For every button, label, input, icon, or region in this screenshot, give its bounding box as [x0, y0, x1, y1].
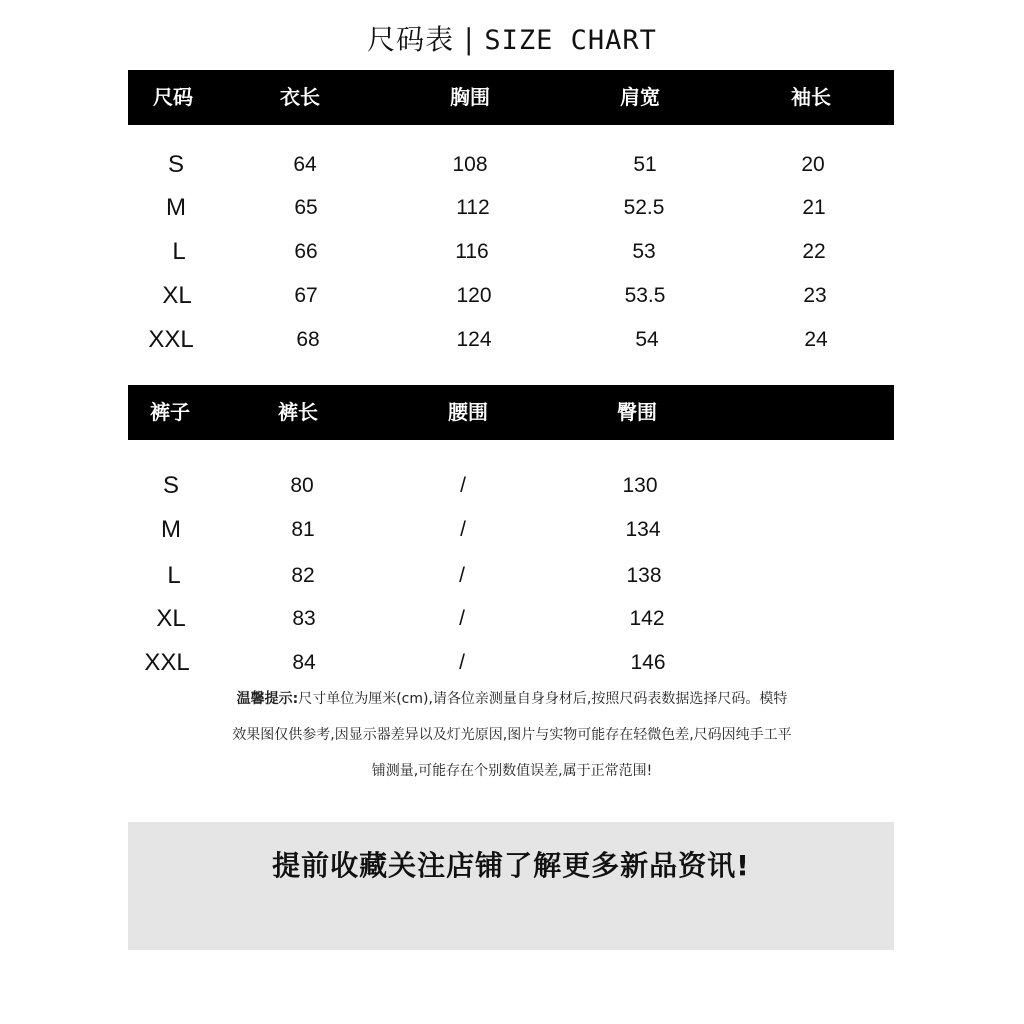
title-separator: | [464, 23, 475, 56]
table-cell: 80 [290, 474, 314, 497]
top-header-shoulder: 肩宽 [620, 85, 660, 109]
table-cell: 22 [802, 240, 826, 263]
top-table-header [128, 70, 894, 125]
table-cell: 83 [292, 607, 316, 630]
table-cell: XXL [144, 649, 190, 676]
table-cell: / [460, 518, 466, 541]
banner-text: 提前收藏关注店铺了解更多新品资讯! [272, 849, 750, 882]
follow-store-banner [128, 822, 894, 950]
table-cell: 116 [455, 240, 489, 263]
pants-header-length: 裤长 [278, 400, 318, 424]
table-row [0, 145, 1024, 185]
title-en: SIZE CHART [484, 25, 657, 56]
table-cell: 82 [291, 564, 315, 587]
table-cell: XL [162, 282, 192, 309]
table-cell: 65 [294, 196, 318, 219]
table-cell: M [166, 194, 186, 221]
table-cell: L [167, 562, 181, 589]
table-row [0, 232, 1024, 272]
note-line-2 [0, 717, 1024, 753]
table-row [0, 188, 1024, 228]
table-cell: 66 [294, 240, 318, 263]
table-row [0, 643, 1024, 683]
note-label: 温馨提示: [236, 691, 299, 707]
table-row [0, 320, 1024, 360]
table-cell: M [161, 516, 181, 543]
top-header-sleeve: 袖长 [791, 85, 831, 109]
table-cell: 53 [632, 240, 656, 263]
note-text-3: 铺测量,可能存在个别数值误差,属于正常范围! [371, 763, 653, 779]
pants-header-hip: 臀围 [617, 400, 657, 424]
table-cell: 53.5 [624, 284, 666, 307]
top-header-size: 尺码 [153, 85, 193, 109]
table-cell: L [172, 238, 186, 265]
table-cell: 120 [456, 284, 492, 307]
table-cell: 23 [803, 284, 827, 307]
table-cell: 67 [294, 284, 318, 307]
table-cell: 134 [625, 518, 661, 541]
table-cell: 108 [452, 153, 488, 176]
pants-table-header [128, 385, 894, 440]
table-row [0, 556, 1024, 596]
table-cell: 68 [296, 328, 320, 351]
pants-header-waist: 腰围 [448, 400, 488, 424]
table-cell: 21 [802, 196, 826, 219]
table-cell: / [459, 564, 465, 587]
top-header-length: 衣长 [280, 85, 320, 109]
table-cell: 146 [630, 651, 666, 674]
table-cell: / [459, 607, 465, 630]
table-cell: 64 [293, 153, 317, 176]
table-cell: XL [156, 605, 186, 632]
top-header-chest: 胸围 [450, 85, 490, 109]
table-row [0, 510, 1024, 550]
table-cell: 20 [801, 153, 825, 176]
note-line-3 [0, 753, 1024, 789]
table-row [0, 466, 1024, 506]
table-cell: 52.5 [623, 196, 665, 219]
table-cell: 24 [804, 328, 828, 351]
note-text-1: 尺寸单位为厘米(cm),请各位亲测量自身身材后,按照尺码表数据选择尺码。模特 [298, 691, 788, 707]
table-cell: 130 [622, 474, 658, 497]
table-cell: 124 [456, 328, 492, 351]
table-row [0, 276, 1024, 316]
table-cell: / [459, 651, 465, 674]
title-cn: 尺码表 [367, 23, 455, 56]
table-cell: 81 [291, 518, 315, 541]
table-cell: 84 [292, 651, 316, 674]
table-cell: S [162, 472, 180, 499]
table-cell: 112 [456, 196, 490, 219]
table-cell: 142 [629, 607, 665, 630]
table-cell: XXL [148, 326, 194, 353]
note-line-1 [0, 681, 1024, 717]
table-cell: 138 [626, 564, 662, 587]
page-title [0, 18, 1024, 58]
table-cell: 51 [633, 153, 657, 176]
note-text-2: 效果图仅供参考,因显示器差异以及灯光原因,图片与实物可能存在轻微色差,尺码因纯手工平 [232, 727, 792, 743]
table-row [0, 599, 1024, 639]
table-cell: S [167, 151, 185, 178]
table-cell: / [460, 474, 466, 497]
table-cell: 54 [635, 328, 659, 351]
pants-header-label: 裤子 [150, 400, 190, 424]
